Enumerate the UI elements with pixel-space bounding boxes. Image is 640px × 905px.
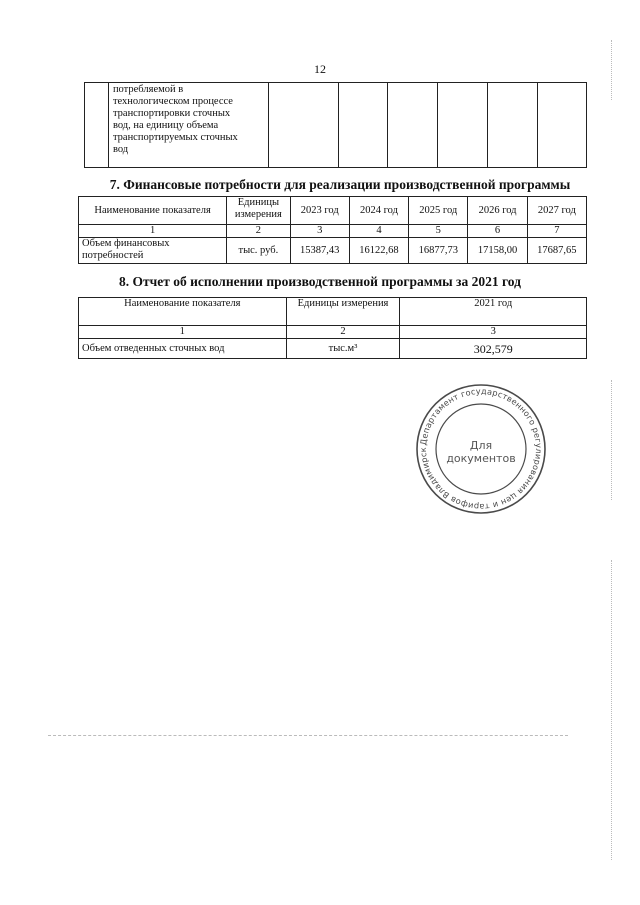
table-cell xyxy=(438,83,488,168)
column-number-cell: 5 xyxy=(409,225,468,238)
column-number-cell: 2 xyxy=(286,326,400,339)
continuation-table xyxy=(84,82,587,168)
value-cell: 16877,73 xyxy=(409,238,468,264)
indicator-name-cell: Объем отведенных сточных вод xyxy=(79,339,287,359)
header-cell: Единицы измерения xyxy=(286,298,400,326)
page-number: 12 xyxy=(314,62,326,76)
value-cell: 302,579 xyxy=(400,339,587,359)
scan-artifact-line xyxy=(48,735,568,736)
stamp-center xyxy=(414,382,548,516)
table-cell xyxy=(85,83,109,168)
table-cell xyxy=(488,83,538,168)
column-number-cell: 3 xyxy=(290,225,349,238)
column-number-cell: 3 xyxy=(400,326,587,339)
column-number-cell: 2 xyxy=(227,225,290,238)
column-number-cell: 4 xyxy=(349,225,408,238)
stamp-line: документов xyxy=(446,452,516,465)
header-cell: Наименование показателя xyxy=(79,298,287,326)
text-line: транспортировки сточных xyxy=(112,108,231,119)
header-cell: 2027 год xyxy=(527,197,586,225)
scan-edge-mark xyxy=(611,560,612,860)
value-cell: 16122,68 xyxy=(349,238,408,264)
stamp-line: Для xyxy=(469,439,493,452)
header-cell: Единицы измерения xyxy=(227,197,290,225)
scan-edge-mark xyxy=(611,40,612,100)
value-cell: 17687,65 xyxy=(527,238,586,264)
header-cell: 2025 год xyxy=(409,197,468,225)
text-line: вод xyxy=(112,144,129,155)
header-cell: Наименование показателя xyxy=(79,197,227,225)
text-line: вод, на единицу объема xyxy=(112,120,219,131)
value-cell: 15387,43 xyxy=(290,238,349,264)
program-report-table xyxy=(78,297,587,359)
header-cell: 2021 год xyxy=(400,298,587,326)
unit-cell: тыс.м³ xyxy=(286,339,400,359)
table-cell xyxy=(338,83,388,168)
text-line: потребляемой в xyxy=(112,84,184,95)
financial-needs-table xyxy=(78,196,587,264)
header-cell: 2023 год xyxy=(290,197,349,225)
header-cell: 2026 год xyxy=(468,197,527,225)
indicator-name-cell: Объем финансовых потребностей xyxy=(79,238,227,264)
stamp-ring-text: Департамент государственного регулирования цен и тарифов Владимирск xyxy=(417,385,545,513)
column-number-cell: 1 xyxy=(79,326,287,339)
department-stamp xyxy=(414,382,548,516)
value-cell: 17158,00 xyxy=(468,238,527,264)
table-cell xyxy=(388,83,438,168)
text-line: транспортируемых сточных xyxy=(112,132,238,143)
unit-cell: тыс. руб. xyxy=(227,238,290,264)
column-number-cell: 1 xyxy=(79,225,227,238)
indicator-name-cell xyxy=(108,83,268,168)
table-cell xyxy=(268,83,338,168)
table-cell xyxy=(538,83,587,168)
section-8-title: 8. Отчет об исполнении производственной программы за 2021 год xyxy=(119,274,521,289)
text-line: технологическом процессе xyxy=(112,96,233,107)
section-7-title: 7. Финансовые потребности для реализации производственной программы xyxy=(109,177,571,192)
column-number-cell: 7 xyxy=(527,225,586,238)
header-cell: 2024 год xyxy=(349,197,408,225)
scan-edge-mark xyxy=(611,380,612,500)
column-number-cell: 6 xyxy=(468,225,527,238)
